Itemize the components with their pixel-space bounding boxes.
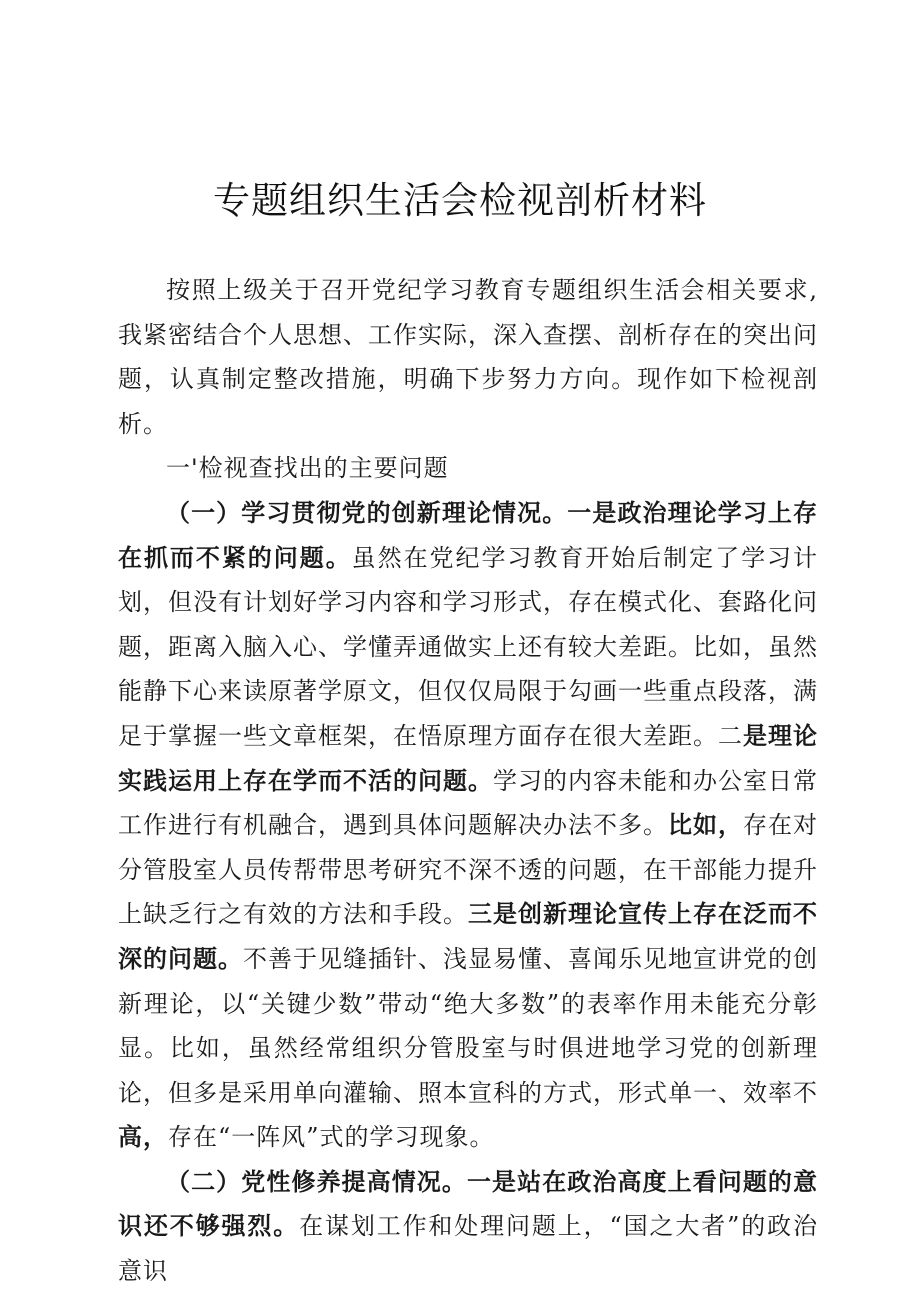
section-heading-problems: 一'检视查找出的主要问题 [166, 454, 449, 483]
point-2-bold: 比如， [668, 811, 743, 840]
sub2-point-1-text: 在谋划工作和处理问题上，“国之大者”的政治意识 [118, 1212, 819, 1286]
point-1-title: 一是政治理论学习上存在抓而不紧的问题。 [118, 498, 819, 572]
sub2-point-1-title: 一是站在政治高度上看问题的意识还不够强烈。 [118, 1167, 819, 1241]
point-3-text-b: 存在“一阵风”式的学习现象。 [168, 1123, 495, 1152]
point-1-text: 虽然在党纪学习教育开始后制定了学习计划，但没有计划好学习内容和学习形式，存在模式化、套路化问题，距离入脑入心、学懂弄通做实上还有较大差距。比如，虽然能静下心来读原著学原文，但仅仅局限于勾画一些重点段落，满足于掌握一些文章框架，在悟原理方面存在很大差距。二 [118, 543, 819, 750]
subsection-1-heading: （一）学习贯彻党的创新理论情况。 [166, 498, 568, 527]
subsection-theory-study [118, 491, 818, 1160]
point-3-title: 三是创新理论宣传上存在泛而不深的问题。 [118, 900, 818, 973]
subsection-2-heading: （二）党性修养提高情况。 [166, 1167, 467, 1196]
document-title: 专题组织生活会检视剖析材料 [213, 179, 707, 222]
point-2-text-b: 存在对分管股室人员传帮带思考研究不深不透的问题，在干部能力提升上缺乏行之有效的方法和手段。 [118, 811, 818, 929]
point-2-title: 是理论实践运用上存在学而不活的问题。 [118, 721, 818, 795]
subsection-party-spirit [118, 1160, 818, 1294]
point-3-text: 不善于见缝插针、浅显易懂、喜闻乐见地宣讲党的创新理论，以“关键少数”带动“绝大多数”的表率作用未能充分彰显。比如，虽然经常组织分管股室与时俱进地学习党的创新理论，但多是采用单向灌输、照本宣科的方式，形式单一、效率不 [118, 944, 818, 1107]
point-3-bold: 高， [118, 1123, 168, 1152]
document-body [118, 268, 818, 1294]
intro-paragraph: 按照上级关于召开党纪学习教育专题组织生活会相关要求,我紧密结合个人思想、工作实际，深入查摆、剖析存在的突出问题，认真制定整改措施，明确下步努力方向。现作如下检视剖析。 [118, 276, 818, 438]
point-2-text: 学习的内容未能和办公室日常工作进行有机融合，遇到具体问题解决办法不多。 [118, 766, 818, 840]
